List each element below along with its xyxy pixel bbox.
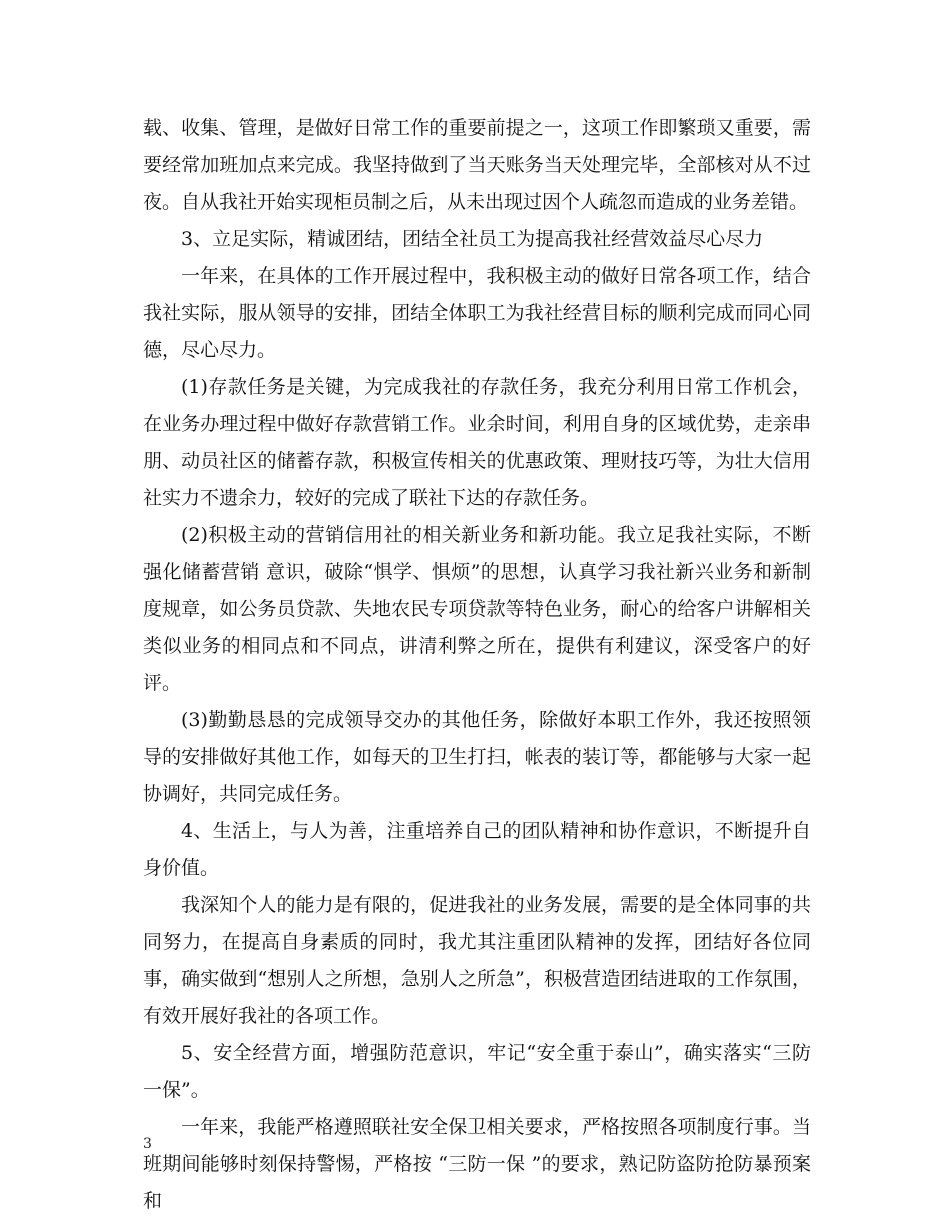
page-number: 3 [143,1136,152,1152]
paragraph-5-item-2: (2)积极主动的营销信用社的相关新业务和新功能。我立足我社实际，不断强化储蓄营销 意识，破除“惧学、惧烦”的思想，认真学习我社新兴业务和新制度规章，如公务员贷款、失地农民专项贷款等特色业务，耐心的给客户讲解相关类似业务的相同点和不同点，讲清利弊之所在，提供有利建议，深受客户的好评。 [143,524,811,694]
document-body [143,110,811,1220]
paragraph-3: 一年来，在具体的工作开展过程中，我积极主动的做好日常各项工作，结合我社实际，服从领导的安排，团结全体职工为我社经营目标的顺利完成而同心同德，尽心尽力。 [143,265,811,361]
paragraph-4-item-1: (1)存款任务是关键，为完成我社的存款任务，我充分利用日常工作机会，在业务办理过程中做好存款营销工作。业余时间，利用自身的区域优势，走亲串朋、动员社区的储蓄存款，积极宣传相关的优惠政策、理财技巧等，为壮大信用社实力不遗余力，较好的完成了联社下达的存款任务。 [143,376,811,509]
paragraph-7-heading: 4、生活上，与人为善，注重培养自己的团队精神和协作意识，不断提升自身价值。 [143,820,811,879]
paragraph-9-heading: 5、安全经营方面，增强防范意识，牢记“安全重于泰山”，确实落实“三防一保”。 [143,1042,811,1101]
paragraph-1: 载、收集、管理，是做好日常工作的重要前提之一，这项工作即繁琐又重要，需要经常加班加点来完成。我坚持做到了当天账务当天处理完毕，全部核对从不过夜。自从我社开始实现柜员制之后，从未出现过因个人疏忽而造成的业务差错。 [143,117,811,213]
paragraph-6-item-3: (3)勤勤恳恳的完成领导交办的其他任务，除做好本职工作外，我还按照领导的安排做好其他工作，如每天的卫生打扫，帐表的装订等，都能够与大家一起协调好，共同完成任务。 [143,709,811,805]
paragraph-10: 一年来，我能严格遵照联社安全保卫相关要求，严格按照各项制度行事。当班期间能够时刻保持警惕，严格按 “三防一保 ”的要求，熟记防盗防抢防暴预案和 [143,1116,811,1212]
paragraph-2-heading: 3、立足实际，精诚团结，团结全社员工为提高我社经营效益尽心尽力 [181,228,764,250]
paragraph-8: 我深知个人的能力是有限的，促进我社的业务发展，需要的是全体同事的共同努力，在提高自身素质的同时，我尤其注重团队精神的发挥，团结好各位同事，确实做到“想别人之所想，急别人之所急”，积极营造团结进取的工作氛围，有效开展好我社的各项工作。 [143,894,811,1027]
